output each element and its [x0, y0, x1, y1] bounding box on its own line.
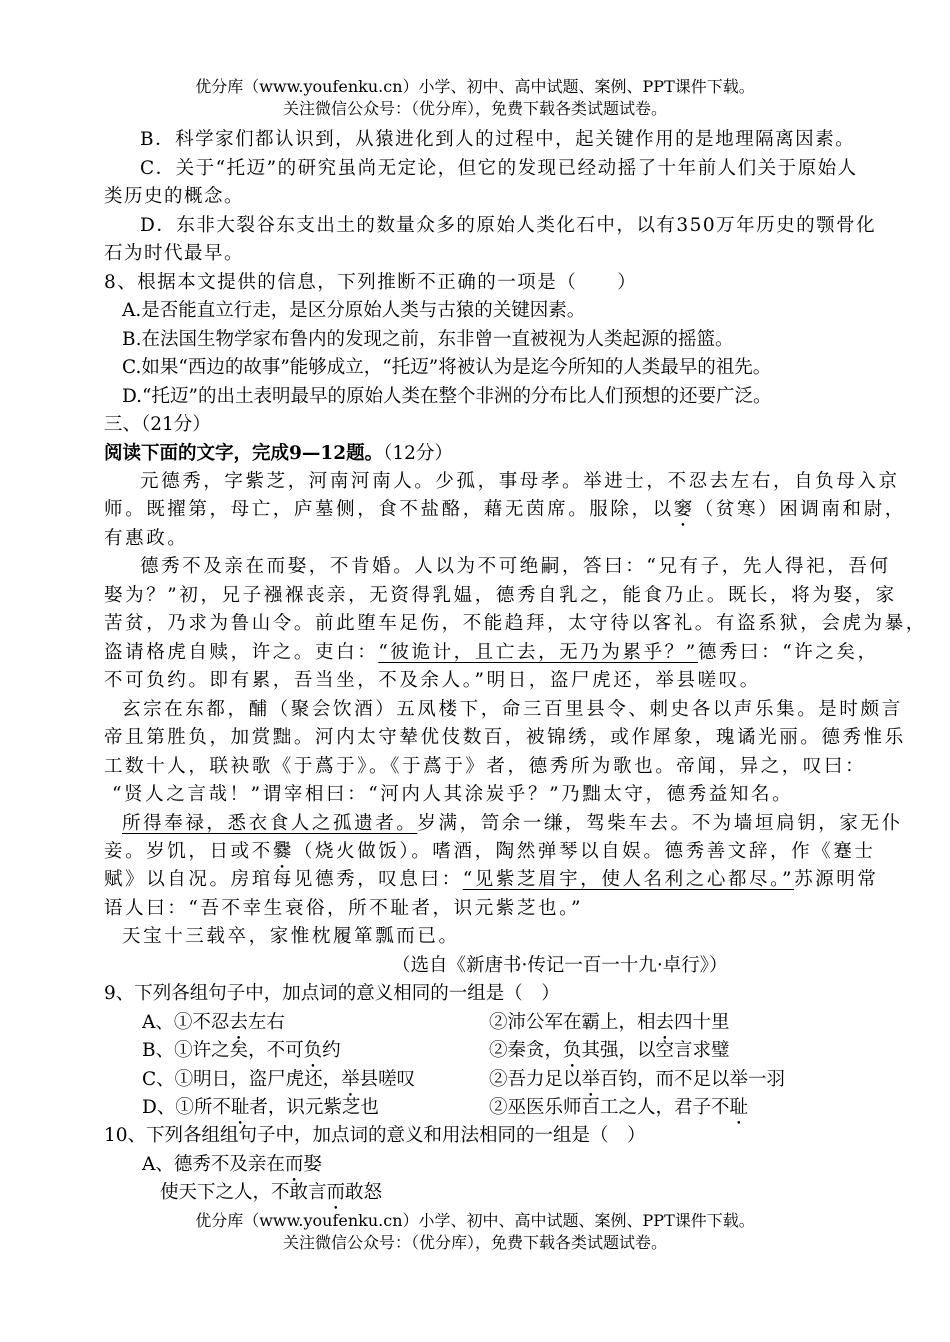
q9-option-c-right — [489, 1066, 785, 1094]
underlined-sentence-3: “见紫芝眉宇，使人名利之心都尽。” — [462, 869, 795, 890]
q8-option-a: A.是否能直立行走，是区分原始人类与古猿的关键因素。 — [122, 300, 586, 321]
text-run: 四十里 — [674, 1012, 730, 1033]
text-run: 娶 — [303, 1154, 322, 1175]
passage-p3-line1: 玄宗在东都，酺（聚会饮酒）五凤楼下，命三百里县令、刺史各以声乐集。是时颇言 — [122, 699, 903, 720]
q7-option-d-line2: 石为时代最早。 — [104, 243, 245, 264]
q9-option-d-left — [142, 1094, 379, 1122]
text-run: 妾。岁饥，日或不 — [104, 841, 273, 862]
dotted-char: 而 — [326, 1182, 346, 1203]
passage-p2-line4 — [104, 639, 879, 667]
dotted-char: 举 — [341, 1069, 360, 1090]
text-run: 左右 — [247, 1012, 285, 1033]
passage-p1-line1: 元德秀，字紫芝，河南河南人。少孤，事母孝。举进士，不忍去左右，自负母入京 — [140, 471, 900, 492]
dotted-char: 耻 — [729, 1097, 749, 1118]
page-header — [0, 76, 950, 120]
dotted-char: 负 — [563, 1040, 582, 1061]
text-run: C、①明日，盗尸虎还， — [142, 1069, 342, 1090]
q9-option-d-right — [489, 1094, 748, 1122]
passage-p3-line3: 工数十人，联袂歌《于蔿于》。《于蔿于》者，德秀所为歌也。帝闻，异之，叹曰： — [104, 756, 867, 777]
footer-line-1: 优分库（www.youfenku.cn）小学、初中、高中试题、案例、PPT课件下载。 — [195, 1211, 755, 1230]
page-footer — [0, 1210, 950, 1254]
dotted-char: 而 — [284, 1154, 304, 1175]
text-run: ②巫医乐师百工之人，君子不 — [489, 1097, 730, 1118]
footer-line-2: 关注微信公众号：（优分库），免费下载各类试题试卷。 — [282, 1233, 667, 1252]
text-run: 师。既擢第，母亡，庐墓侧，食不盐酪，藉无茵席。服除，以 — [104, 499, 674, 520]
text-run: （贫寒）困调南和尉， — [694, 499, 906, 520]
text-run: 岁满，笥余一缣，驾柴车去。不为墙垣扃钥，家无仆 — [417, 813, 903, 834]
q9-option-b-right — [489, 1037, 730, 1065]
q10-stem: 10、下列各组组句子中，加点词的意义和用法相同的一组是（ ） — [104, 1125, 646, 1146]
q8-stem: 8、根据本文提供的信息，下列推断不正确的一项是（ ） — [104, 272, 638, 293]
text-run: A、德秀不及亲在 — [142, 1154, 285, 1175]
text-run: A、①不忍 — [142, 1012, 230, 1033]
text-run: 者，识元紫芝也 — [249, 1097, 379, 1118]
text-run: ②吾力足以 — [489, 1069, 582, 1090]
text-run: 百钧，而不足以举一羽 — [600, 1069, 786, 1090]
q8-option-b: B.在法国生物学家布鲁内的发现之前，东非曾一直被视为人类起源的摇篮。 — [122, 329, 734, 350]
header-line-1: 优分库（www.youfenku.cn）小学、初中、高中试题、案例、PPT课件下载。 — [195, 77, 755, 96]
passage-p5: 天宝十三载卒，家惟枕履箪瓢而已。 — [122, 926, 460, 947]
dotted-char: 窭 — [673, 499, 695, 520]
section-3-title: 三、（21分） — [104, 414, 211, 435]
text-run: 其强，以空言求璧 — [581, 1040, 730, 1061]
passage-p4-line4: 语人曰：“吾不幸生衰俗，所不耻者，识元紫芝也。” — [104, 898, 584, 919]
q10-option-a-line2 — [160, 1179, 382, 1207]
passage-p4-line1 — [122, 810, 903, 838]
header-line-2: 关注微信公众号：（优分库），免费下载各类试题试卷。 — [282, 99, 667, 118]
passage-p2-line3: 苦贫，乃求为鲁山令。前此堕车足伤，不能趋拜，太守待以客礼。有盗系狱，会虎为暴， — [104, 613, 927, 634]
text-run: ②秦贪， — [489, 1040, 564, 1061]
q9-option-a-right — [489, 1009, 730, 1037]
q9-option-b-left — [142, 1037, 341, 1065]
passage-p4-line3 — [104, 866, 878, 894]
passage-p2-line1: 德秀不及亲在而娶，不肯婚。人以为不可绝嗣，答曰：“兄有子，先人得祀，吾何 — [140, 556, 891, 577]
dotted-char: 负 — [303, 1040, 323, 1061]
dotted-char: 去 — [229, 1012, 248, 1033]
underlined-sentence-2: 所得奉禄，悉衣食人之孤遗者。 — [122, 813, 418, 834]
q10-option-a-line1 — [142, 1151, 322, 1179]
q7-option-b: B．科学家们都认识到，从猿进化到人的过程中，起关键作用的是地理隔离因素。 — [140, 129, 856, 150]
dotted-char: 爨 — [272, 841, 294, 862]
passage-p2-line2: 娶为？”初，兄子襁褓丧亲，无资得乳媪，德秀自乳之，能食乃止。既长，将为娶，家 — [104, 585, 897, 606]
dotted-char: 举 — [581, 1069, 601, 1090]
passage-p3-line2: 帝且第胜负，加赏黜。河内太守辇优伎数百，被锦绣，或作犀象，瑰谲光丽。德秀惟乐 — [104, 727, 906, 748]
text-run: 县嗟叹 — [359, 1069, 416, 1090]
passage-p3-line4: “贤人之言哉！”谓宰相曰：“河内人其涂炭乎？”乃黜太守，德秀益知名。 — [112, 784, 794, 805]
text-run: 苏源明常 — [794, 869, 879, 890]
text-run: 使天下之人，不敢言 — [160, 1182, 327, 1203]
q9-option-c-left — [142, 1066, 415, 1094]
passage-p1-line3: 有惠政。 — [104, 528, 189, 549]
passage-source: （选自《新唐书·传记一百一十九·卓行》） — [392, 955, 728, 976]
q9-stem: 9、下列各组句子中，加点词的意义相同的一组是（ ） — [104, 983, 560, 1004]
q7-option-d-line1: D．东非大裂谷东支出土的数量众多的原始人类化石中，以有350万年历史的颚骨化 — [140, 215, 877, 236]
q7-option-c-line2: 类历史的概念。 — [104, 186, 245, 207]
q7-option-c-line1: C．关于“托迈”的研究虽尚无定论，但它的发现已经动摇了十年前人们关于原始人 — [140, 158, 858, 179]
reading-instruction-score: （12分） — [383, 443, 453, 464]
dotted-char: 去 — [655, 1012, 675, 1033]
reading-instruction — [104, 440, 453, 468]
text-run: （烧火做饭）。嗜酒，陶然弹琴以自娱。德秀善文辞，作《蹇士 — [293, 841, 876, 862]
q8-option-c: C.如果“西边的故事”能够成立，“托迈”将被认为是迄今所知的人类最早的祖先。 — [122, 357, 772, 378]
passage-p4-line2 — [104, 838, 875, 866]
passage-p2-line5: 不可负约。即有累，吾当坐，不及余人。”明日，盗尸虎还，举县嗟叹。 — [104, 670, 761, 691]
text-run: B、①许之矣，不可 — [142, 1040, 304, 1061]
dotted-char: 耻 — [230, 1097, 250, 1118]
underlined-sentence-1: “彼诡计，且亡去，无乃为累乎？” — [378, 642, 698, 663]
text-run: 盗请格虎自赎，许之。吏白： — [104, 642, 379, 663]
text-run: 赋》以自况。房琯每见德秀，叹息曰： — [104, 869, 463, 890]
text-run: 约 — [322, 1040, 341, 1061]
text-run: ②沛公军在霸上，相 — [489, 1012, 656, 1033]
text-run: 德秀曰：“许之矣， — [697, 642, 879, 663]
q8-option-d: D.“托迈”的出土表明最早的原始人类在整个非洲的分布比人们预想的还要广泛。 — [122, 386, 772, 407]
text-run: D、①所不 — [142, 1097, 231, 1118]
text-run: 敢怒 — [345, 1182, 383, 1203]
q9-option-a-left — [142, 1009, 285, 1037]
reading-instruction-bold: 阅读下面的文字，完成9—12题。 — [104, 443, 384, 464]
passage-p1-line2 — [104, 496, 906, 524]
